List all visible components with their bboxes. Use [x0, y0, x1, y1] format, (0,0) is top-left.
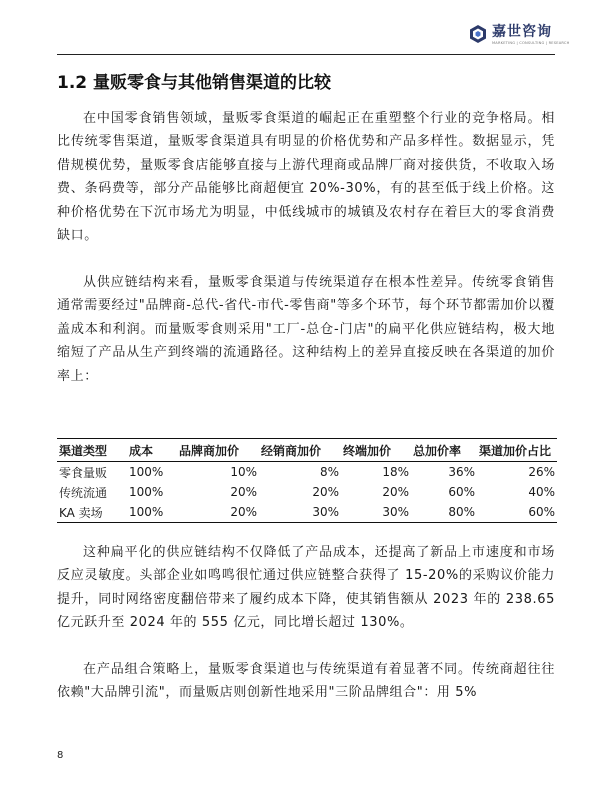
brand-tagline: MARKETING | CONSULTING | RESEARCH: [492, 41, 570, 45]
table-header-cell: 经销商加价: [259, 439, 341, 462]
table-header-cell: 渠道类型: [57, 439, 127, 462]
table-cell: 30%: [341, 502, 411, 523]
table-header-cell: 成本: [127, 439, 177, 462]
table-cell: 20%: [382, 485, 409, 499]
table-cell: 零食量贩: [59, 465, 108, 480]
markup-rate-table: [57, 438, 557, 523]
table-cell: 8%: [319, 465, 339, 479]
table-header-cell: 品牌商加价: [177, 439, 259, 462]
table-cell: 100%: [127, 502, 177, 523]
table-cell: KA 卖场: [57, 502, 127, 523]
table-cell: 20%: [230, 485, 257, 499]
table-header-row: [57, 439, 557, 462]
table-cell: 36%: [448, 465, 475, 479]
table-row: [57, 482, 557, 502]
paragraph-3: 这种扁平化的供应链结构不仅降低了产品成本，还提高了新品上市速度和市场反应灵敏度。头部企业如鸣鸣很忙通过供应链整合获得了 15-20%的采购议价能力提升，同时网络密度翻倍带来了履约成本下降，使其销售额从 2023 年的 238.65 亿元跃升至 2024 年的 555 亿元，同比增长超过 130%。: [57, 545, 555, 631]
brand-name: 嘉世咨询: [492, 24, 552, 40]
paragraph-4: 在产品组合策略上，量贩零食渠道也与传统渠道有着显著不同。传统商超往往依赖"大品牌引流"，而量贩店则创新性地采用"三阶品牌组合"：用 5%: [57, 662, 555, 701]
table-cell: 20%: [312, 485, 339, 499]
table-cell: 60%: [448, 485, 475, 499]
table-cell: 100%: [129, 485, 164, 499]
header-divider: [57, 54, 555, 55]
table-cell: 100%: [129, 465, 164, 479]
table-header-cell: 终端加价: [341, 439, 411, 462]
table-cell: 80%: [411, 502, 477, 523]
section-title: 1.2 量贩零食与其他销售渠道的比较: [57, 73, 332, 93]
table-cell: 60%: [477, 502, 557, 523]
table-cell: 40%: [528, 485, 555, 499]
table-cell: 30%: [259, 502, 341, 523]
paragraph-2: 从供应链结构来看，量贩零食渠道与传统渠道存在根本性差异。传统零食销售通常需要经过"品牌商-总代-省代-市代-零售商"等多个环节，每个环节都需加价以覆盖成本和利润。而量贩零食则采用"工厂-总仓-门店"的扁平化供应链结构，极大地缩短了产品从生产到终端的流通路径。这种结构上的差异直接反映在各渠道的加价率上：: [57, 275, 555, 384]
table-header-cell: 渠道加价占比: [477, 439, 557, 462]
brand-logo-icon: [468, 24, 488, 44]
page-number: 8: [57, 750, 64, 761]
table-row: [57, 462, 557, 483]
brand-logo: [468, 24, 569, 45]
table-cell: 传统流通: [59, 485, 108, 500]
paragraph-1: 在中国零食销售领域，量贩零食渠道的崛起正在重塑整个行业的竞争格局。相比传统零售渠道，量贩零食渠道具有明显的价格优势和产品多样性。数据显示，凭借规模优势，量贩零食店能够直接与上游代理商或品牌厂商对接供货，不收取入场费、条码费等，部分产品能够比商超便宜 20%-30%，有的甚至低于线上价格。这种价格优势在下沉市场尤为明显，中低线城市的城镇及农村存在着巨大的零食消费缺口。: [57, 111, 555, 244]
table-cell: 18%: [382, 465, 409, 479]
table-cell: 10%: [230, 465, 257, 479]
table-row: [57, 502, 557, 523]
table-header-cell: 总加价率: [411, 439, 477, 462]
table-cell: 20%: [177, 502, 259, 523]
table-cell: 26%: [528, 465, 555, 479]
